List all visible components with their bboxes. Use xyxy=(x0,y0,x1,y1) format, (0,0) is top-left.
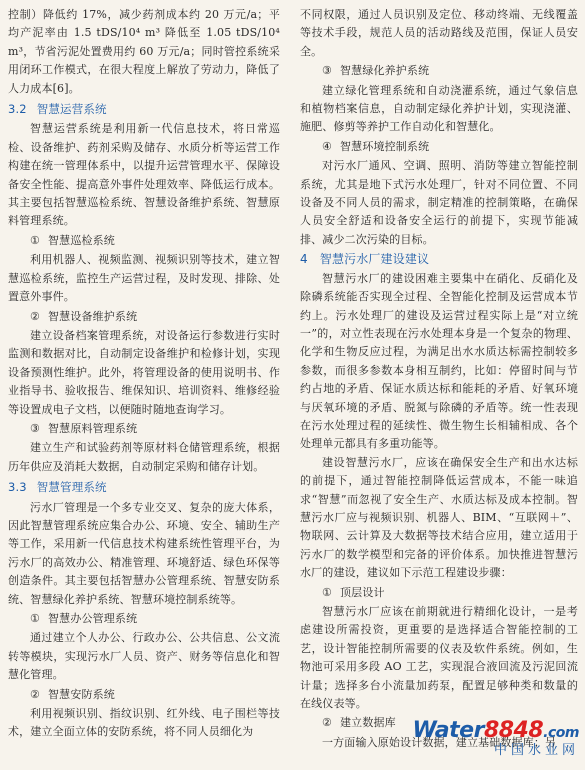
subheading: ③ 智慧原料管理系统 xyxy=(30,421,138,435)
paragraph: 智慧污水厂的建设困难主要集中在硝化、反硝化及除磷系统能否实现全过程、全智能化控制及运营成本节约上。污水处理厂的建设及运营过程实际上是“对立统一”的，对立性表现在污水处理本身是一个复杂的物理、化学和生物反应过程，为满足出水水质达标需控制较多参数，而很多参数本身相互制约，比如：停留时间与节约占地的矛盾、保证水质达标和能耗的矛盾、好氧环境与厌氧环境的矛盾、脱氮与除磷的矛盾等。统一性表现在污水处理过程的延续性、微生物生长相辅相成、各个处理单元都具有多重功能等。 xyxy=(300,271,578,451)
watermark-logo xyxy=(413,718,579,758)
watermark-site-name: 中国水业网 xyxy=(493,743,579,758)
section-heading-3-3: 3.3 智慧管理系统 xyxy=(8,480,107,495)
paragraph: 建立设备档案管理系统，对设备运行参数进行实时监测和数据对比，自动制定设备维护和检修计划，实现设备预测性维护。此外，将管理设备的使用说明书、作业指导书、验收报告、维保知识、培训资料、维修经验等设置成电子文档，以便随时随地查询学习。 xyxy=(8,328,280,416)
paragraph: 通过建立个人办公、行政办公、公共信息、公文流转等模块，实现污水厂人员、资产、财务等信息化和智慧化管理。 xyxy=(8,631,280,682)
subheading: ② 智慧安防系统 xyxy=(30,687,115,701)
subheading: ① 智慧巡检系统 xyxy=(30,233,115,247)
paragraph: 对污水厂通风、空调、照明、消防等建立智能控制系统，尤其是地下式污水处理厂，针对不同位置、不同设备及不同人员的需求，制定精准的控制策略，在确保人员安全舒适和设备安全运行的前提下，实现节能减排、减少二次污染的目标。 xyxy=(300,159,578,246)
paragraph: 建设智慧污水厂，应该在确保安全生产和出水达标的前提下，通过智能控制降低运营成本，不能一味追求“智慧”而忽视了安全生产、水质达标及成本控制。智慧污水厂应与视频识别、机器人、BIM、“互联网＋”、物联网、云计算及大数据等技术结合应用，建立适用于污水厂的数学模型和完备的评价体系。加快推进智慧污水厂的建设，建议如下示范工程建设步骤： xyxy=(300,455,578,580)
subheading: ① 智慧办公管理系统 xyxy=(30,612,138,625)
subheading: ① 顶层设计 xyxy=(322,585,385,599)
paragraph: 建立绿化管理系统和自动浇灌系统，通过气象信息和植物档案信息，自动制定绿化养护计划，实现浇灌、施肥、修剪等养护工作自动化和智慧化。 xyxy=(300,83,578,134)
paragraph: 利用机器人、视频监测、视频识别等技术，建立智慧巡检系统，监控生产运营过程，及时发现、排除、处置意外事件。 xyxy=(8,253,280,304)
section-heading-3-2: 3.2 智慧运营系统 xyxy=(8,102,107,117)
left-column xyxy=(8,6,280,742)
subheading: ④ 智慧环境控制系统 xyxy=(322,139,430,153)
watermark-wordmark: Water8848.com xyxy=(412,718,579,743)
right-column xyxy=(300,6,578,752)
paragraph: 污水厂管理是一个多专业交叉、复杂的庞大体系，因此智慧管理系统应集合办公、环境、安全、辅助生产等工作，采用新一代信息技术构建系统性管理平台，为污水厂的高效办公、精准管理、环境舒适、绿色环保等创造条件。其主要包括智慧办公管理系统、智慧安防系统、智慧绿化养护系统、智慧环境控制系统等。 xyxy=(8,500,280,606)
subheading: ③ 智慧绿化养护系统 xyxy=(322,64,430,78)
paragraph: 建立生产和试验药剂等原材料仓储管理系统，根据历年供应及消耗大数据，自动制定采购和储存计划。 xyxy=(8,441,280,473)
paragraph: 智慧污水厂应该在前期就进行精细化设计，一是考虑建设所需投资，更重要的是选择适合智能控制的工艺，设计智能控制所需要的仪表及软件系统。例如，生物池可采用多段 AO 工艺，实现混合液回流及污泥回流计量；选择多台小流量加药泵，配置足够种类和数量的在线仪表等。 xyxy=(300,605,578,711)
paragraph: 智慧运营系统是利用新一代信息技术，将日常巡检、设备维护、药剂采购及储存、水质分析等运营工作构建在统一管理体系中，以提升运营管理水平、保障设备安全性能、提高意外事件处理效率、降低运行成本。其主要包括智慧巡检系统、智慧设备维护系统、智慧原料管理系统。 xyxy=(8,122,280,228)
paragraph: 控制）降低约 17%，减少药剂成本约 20 万元/a；平均产泥率由 1.5 tDS/10⁴ m³ 降低至 1.05 tDS/10⁴ m³，节省污泥处置费用约 60 万元/a；同时管控系统采用闭环工作模式，在很大程度上解放了劳动力，降低了人力成本[6]。 xyxy=(8,8,280,95)
subheading: ② 建立数据库 xyxy=(322,716,396,730)
paragraph: 不同权限，通过人员识别及定位、移动终端、无线覆盖等技术手段，规范人员的活动路线及范围，保证人员安全。 xyxy=(300,8,578,58)
paragraph: 一方面输入原始设计数据，建立基础数据库；另 xyxy=(322,735,557,749)
section-heading-4: 4 智慧污水厂建设建议 xyxy=(300,252,430,267)
paragraph: 利用视频识别、指纹识别、红外线、电子围栏等技术，建立全面立体的安防系统，将不同人员细化为 xyxy=(8,707,280,739)
subheading: ② 智慧设备维护系统 xyxy=(30,309,138,323)
